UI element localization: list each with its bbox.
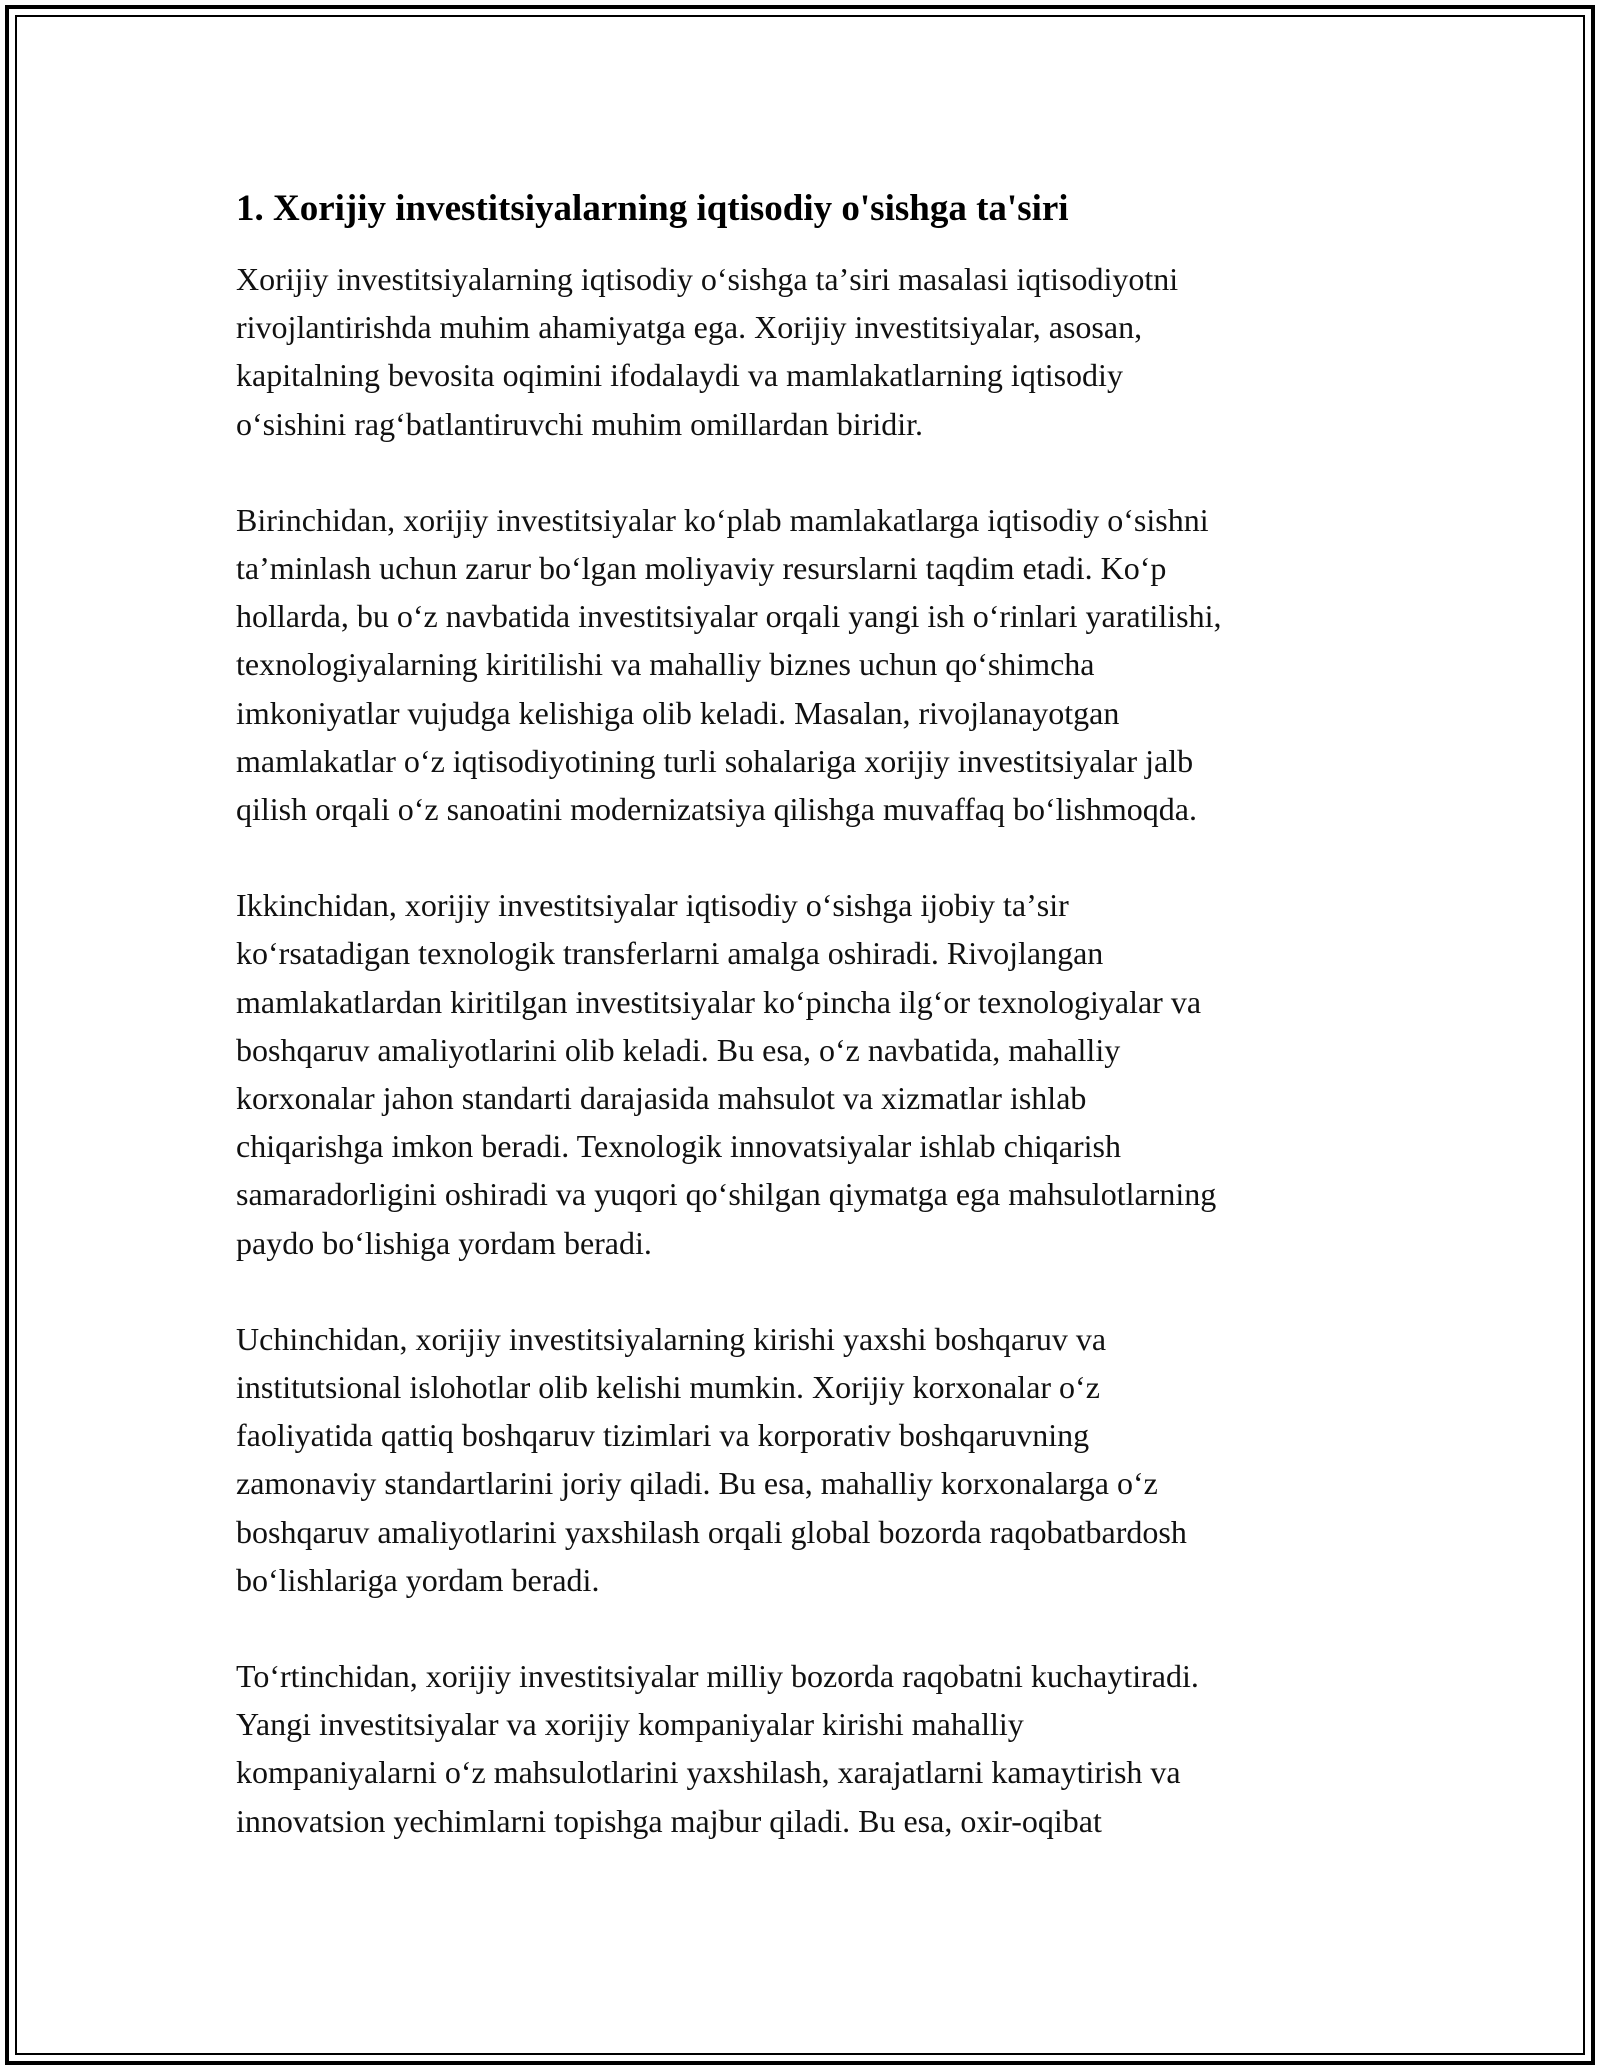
paragraph-first: Birinchidan, xorijiy investitsiyalar koʻplab mamlakatlarga iqtisodiy oʻsishni taʼminlash uchun zarur boʻlgan moliyaviy resurslarni taqdim etadi. Koʻp hollarda, bu oʻz navbatida investitsiyalar orqali yangi ish oʻrinlari yaratilishi, texnologiyalarning kiritilishi va mahalliy biznes uchun qoʻshimcha imkoniyatlar vujudga kelishiga olib keladi. Masalan, rivojlanayotgan mamlakatlar oʻz iqtisodiyotining turli sohalariga xorijiy investitsiyalar jalb qilish orqali oʻz sanoatini modernizatsiya qilishga muvaffaq boʻlishmoqda. [236, 501, 1222, 828]
section-heading: 1. Xorijiy investitsiyalarning iqtisodiy o'sishga ta'siri [236, 188, 1069, 229]
paragraph-fourth: Toʻrtinchidan, xorijiy investitsiyalar milliy bozorda raqobatni kuchaytiradi. Yangi investitsiyalar va xorijiy kompaniyalar kirishi mahalliy kompaniyalarni oʻz mahsulotlarini yaxshilash, xarajatlarni kamaytirish va innovatsion yechimlarni topishga majbur qiladi. Bu esa, oxir-oqibat [236, 1658, 1199, 1839]
paragraph-third: Uchinchidan, xorijiy investitsiyalarning kirishi yaxshi boshqaruv va institutsional islohotlar olib kelishi mumkin. Xorijiy korxonalar oʻz faoliyatida qattiq boshqaruv tizimlari va korporativ boshqaruvning zamonaviy standartlarini joriy qiladi. Bu esa, mahalliy korxonalarga oʻz boshqaruv amaliyotlarini yaxshilash orqali global bozorda raqobatbardosh boʻlishlariga yordam beradi. [236, 1320, 1187, 1598]
document-body [236, 185, 1396, 1893]
paragraph-intro: Xorijiy investitsiyalarning iqtisodiy oʻsishga taʼsiri masalasi iqtisodiyotni rivojlantirishda muhim ahamiyatga ega. Xorijiy investitsiyalar, asosan, kapitalning bevosita oqimini ifodalaydi va mamlakatlarning iqtisodiy oʻsishini ragʻbatlantiruvchi muhim omillardan biridir. [236, 261, 1179, 442]
paragraph-second: Ikkinchidan, xorijiy investitsiyalar iqtisodiy oʻsishga ijobiy taʼsir koʻrsatadigan texnologik transferlarni amalga oshiradi. Rivojlangan mamlakatlardan kiritilgan investitsiyalar koʻpincha ilgʻor texnologiyalar va boshqaruv amaliyotlarini olib keladi. Bu esa, oʻz navbatida, mahalliy korxonalar jahon standarti darajasida mahsulot va xizmatlar ishlab chiqarishga imkon beradi. Texnologik innovatsiyalar ishlab chiqarish samaradorligini oshiradi va yuqori qoʻshilgan qiymatga ega mahsulotlarning paydo boʻlishiga yordam beradi. [236, 887, 1217, 1261]
